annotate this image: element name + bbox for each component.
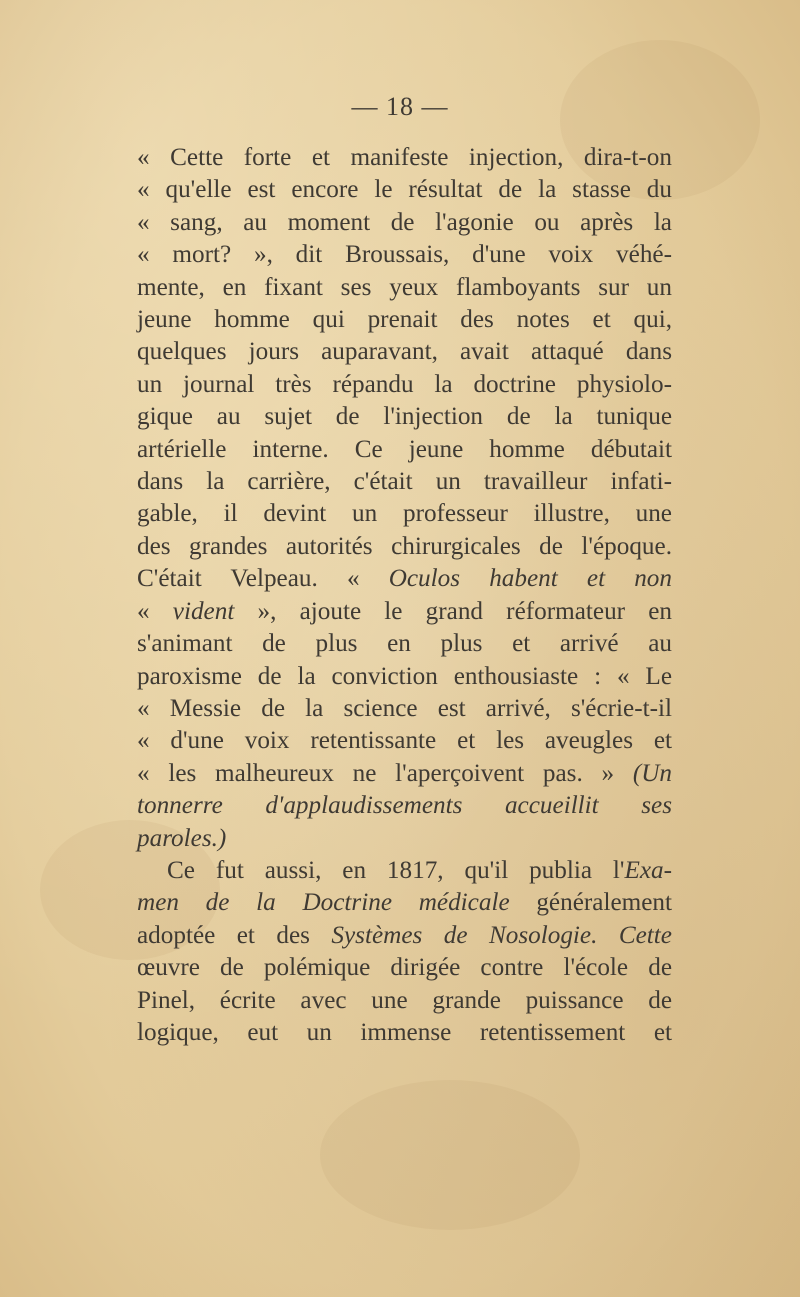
text-line: artérielle interne. Ce jeune homme débutait (137, 435, 672, 463)
text-line: tonnerre d'applaudissements accueillit ses (137, 792, 672, 820)
text-line: « vident », ajoute le grand réformateur en (137, 597, 672, 625)
text-line: œuvre de polémique dirigée contre l'école de (137, 954, 672, 982)
text-line: C'était Velpeau. « Oculos habent et non (137, 565, 672, 593)
text-line: « les malheureux ne l'aperçoivent pas. » (Un (137, 759, 672, 787)
text-line: mente, en fixant ses yeux flamboyants sur un (137, 273, 672, 301)
paper-stain (320, 1080, 580, 1230)
text-line: « d'une voix retentissante et les aveugles et (137, 727, 672, 755)
text-line: paroles.) (137, 824, 227, 852)
body-text (137, 142, 672, 1049)
text-line: jeune homme qui prenait des notes et qui, (137, 306, 672, 334)
text-line: « qu'elle est encore le résultat de la stasse du (137, 176, 672, 204)
text-line: s'animant de plus en plus et arrivé au (137, 630, 672, 658)
text-line: dans la carrière, c'était un travailleur infati- (137, 468, 672, 496)
text-line: paroxisme de la conviction enthousiaste : « Le (137, 662, 672, 690)
text-line: quelques jours auparavant, avait attaqué dans (137, 338, 672, 366)
text-line: gable, il devint un professeur illustre, une (137, 500, 672, 528)
text-line: adoptée et des Systèmes de Nosologie. Cette (137, 921, 672, 949)
text-line: gique au sujet de l'injection de la tunique (137, 403, 672, 431)
text-line: des grandes autorités chirurgicales de l'époque. (137, 532, 672, 560)
page-number: — 18 — (351, 92, 449, 121)
text-line: Pinel, écrite avec une grande puissance de (137, 986, 672, 1014)
text-line: un journal très répandu la doctrine physiolo- (137, 370, 672, 398)
text-line: « Cette forte et manifeste injection, dira-t-on (137, 144, 672, 171)
text-line: logique, eut un immense retentissement et (137, 1018, 672, 1046)
text-line: Ce fut aussi, en 1817, qu'il publia l'Exa- (167, 856, 672, 884)
text-line: « Messie de la science est arrivé, s'écrie-t-il (137, 694, 672, 722)
text-line: « mort? », dit Broussais, d'une voix véhé- (137, 241, 672, 269)
text-line: « sang, au moment de l'agonie ou après la (137, 208, 672, 236)
text-line: men de la Doctrine médicale généralement (137, 889, 672, 917)
